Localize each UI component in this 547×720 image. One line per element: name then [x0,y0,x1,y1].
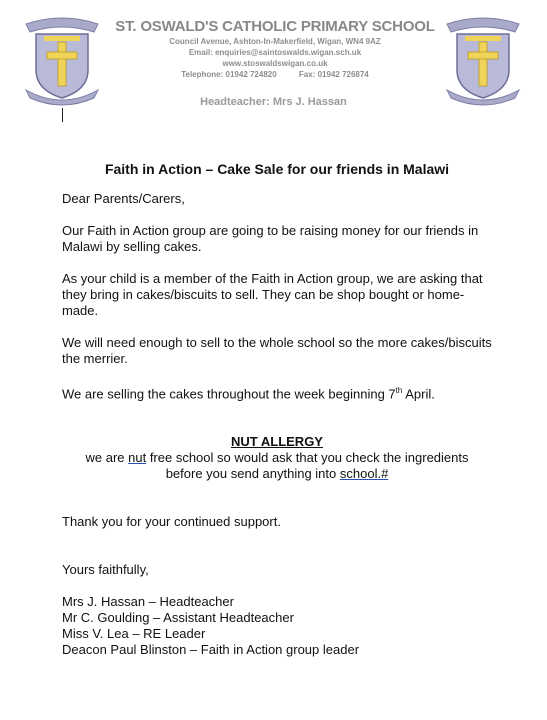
school-name: ST. OSWALD'S CATHOLIC PRIMARY SCHOOL [115,18,435,35]
school-crest-left [22,14,102,106]
paragraph-2: As your child is a member of the Faith in Action group, we are asking that they bring in cakes/biscuits to sell. They can be shop bought or home-made. [62,271,483,318]
crest-logo-icon [443,14,523,106]
school-email: Email: enquiries@saintoswalds.wigan.sch.uk [188,48,362,57]
paragraph-1: Our Faith in Action group are going to be raising money for our friends in Malawi by selling cakes. [62,223,479,254]
signatory: Deacon Paul Blinston – Faith in Action group leader [62,642,360,658]
spellcheck-flag: school.# [339,466,389,482]
paragraph-4-end: April. [402,386,435,402]
letter-title: Faith in Action – Cake Sale for our friends in Malawi [104,161,450,177]
crest-logo-icon [22,14,102,106]
allergy-text: before you send anything into [165,466,340,482]
paragraph-3: We will need enough to sell to the whole school so the more cakes/biscuits the merrier. [62,335,492,366]
letter-body[interactable] [62,160,492,658]
signatory: Miss V. Lea – RE Leader [62,626,206,642]
thanks-line: Thank you for your continued support. [62,514,281,530]
signatory: Mrs J. Hassan – Headteacher [62,594,234,610]
nut-allergy-heading: NUT ALLERGY [231,434,323,450]
signatory: Mr C. Goulding – Assistant Headteacher [62,610,294,626]
school-fax: Fax: 01942 726874 [298,70,369,79]
school-crest-right [443,14,523,106]
nut-allergy-line-1 [62,450,492,466]
text-cursor [62,108,63,122]
paragraph-4-text: We are selling the cakes throughout the week beginning 7 [62,386,396,402]
ordinal-suffix: th [395,386,403,395]
spellcheck-flag: nut [128,450,147,466]
allergy-text: free school so would ask that you check the ingredients [146,450,469,466]
nut-allergy-notice [62,434,492,482]
allergy-text: we are [85,450,129,466]
school-telephone: Telephone: 01942 724820 [181,70,277,79]
nut-allergy-line-2 [62,466,492,482]
school-website: www.stoswaldswigan.co.uk [222,59,328,68]
signatories [62,594,492,658]
closing: Yours faithfully, [62,562,149,578]
salutation: Dear Parents/Carers, [62,191,185,206]
headteacher-line: Headteacher: Mrs J. Hassan [200,96,347,108]
contact-numbers [110,69,440,80]
paragraph-4 [62,383,492,402]
letterhead [110,18,440,80]
school-address: Council Avenue, Ashton-In-Makerfield, Wigan, WN4 9AZ [169,37,381,46]
